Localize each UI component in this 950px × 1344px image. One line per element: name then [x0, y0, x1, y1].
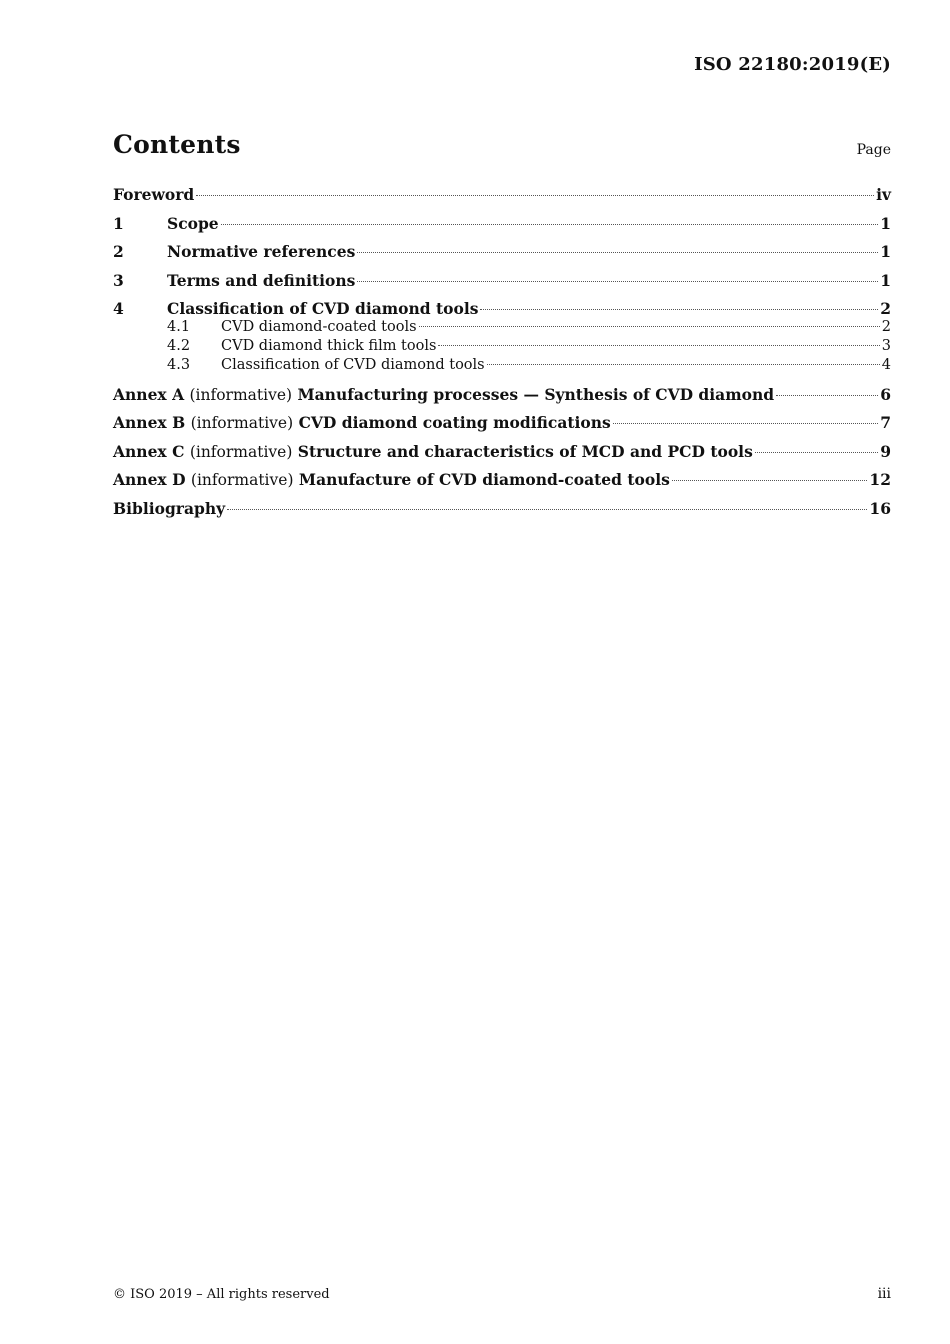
toc-entry-number: 1: [113, 213, 124, 233]
toc-entry-foreword[interactable]: [113, 185, 891, 204]
toc-entry-page: 16: [869, 498, 891, 518]
annex-title: Structure and characteristics of MCD and PCD tools: [297, 441, 753, 461]
toc-entry-title: Classification of CVD diamond tools: [167, 299, 479, 318]
toc-entry-page: iv: [876, 185, 891, 204]
contents-title: Contents: [113, 130, 241, 159]
toc-entry-terms-and-definitions[interactable]: [113, 271, 891, 290]
toc-entry-scope[interactable]: [113, 214, 891, 233]
toc-entry-bibliography[interactable]: [113, 499, 891, 518]
toc-entry-title: [113, 413, 611, 433]
dot-leader: [776, 395, 878, 396]
dot-leader: [480, 309, 878, 310]
dot-leader: [196, 195, 874, 196]
annex-qualifier: (informative): [190, 414, 294, 432]
toc-entry-page: 3: [881, 338, 891, 354]
dot-leader: [221, 224, 879, 225]
toc-entry-number: 4.3: [167, 357, 191, 373]
toc-entry-title: [113, 385, 774, 405]
toc-entry-page: 6: [880, 384, 891, 404]
dot-leader: [755, 452, 878, 453]
footer-copyright: © ISO 2019 – All rights reserved: [113, 1287, 330, 1302]
footer-page-number: iii: [877, 1286, 891, 1302]
toc-entry-annex-a[interactable]: [113, 385, 891, 404]
annex-title: Manufacture of CVD diamond-coated tools: [298, 470, 670, 489]
toc-entry-title: Terms and definitions: [167, 270, 356, 290]
toc-entry-title: [113, 470, 670, 490]
toc-entry-page: 9: [880, 441, 891, 461]
annex-label: Annex D: [113, 470, 186, 489]
dot-leader: [419, 326, 880, 327]
dot-leader: [357, 281, 878, 282]
document-identifier: ISO 22180:2019(E): [694, 54, 891, 75]
toc-subentry-4-1[interactable]: [113, 318, 891, 337]
toc-entry-page: 2: [880, 299, 891, 318]
annex-label: Annex A: [113, 384, 185, 404]
toc-entry-page: 1: [880, 270, 891, 290]
toc-entry-title: Bibliography: [113, 498, 226, 518]
contents-header: [113, 130, 891, 166]
annex-label: Annex C: [113, 441, 185, 461]
annex-qualifier: (informative): [189, 442, 293, 461]
toc-entry-number: 3: [113, 270, 124, 290]
toc-entry-number: 4: [113, 299, 124, 318]
toc-entry-normative-references[interactable]: [113, 242, 891, 261]
toc-entry-number: 4.1: [167, 319, 191, 335]
dot-leader: [487, 364, 880, 365]
annex-title: Manufacturing processes — Synthesis of CVD diamond: [297, 384, 775, 404]
toc-entry-page: 1: [880, 242, 891, 261]
annex-qualifier: (informative): [190, 471, 294, 489]
toc-entry-page: 12: [869, 470, 891, 489]
toc-entry-title: Scope: [167, 213, 219, 233]
toc-entry-title: [113, 442, 753, 462]
dot-leader: [227, 509, 867, 510]
toc-entry-title: Foreword: [113, 185, 195, 204]
toc-entry-annex-d[interactable]: [113, 470, 891, 489]
toc-entry-annex-c[interactable]: [113, 442, 891, 461]
table-of-contents: [113, 185, 891, 518]
toc-subentry-4-3[interactable]: [113, 356, 891, 375]
toc-entry-title: CVD diamond thick film tools: [221, 338, 437, 354]
toc-entry-title: Normative references: [167, 242, 356, 261]
toc-entry-page: 4: [881, 357, 891, 373]
toc-entry-page: 7: [880, 413, 891, 432]
dot-leader: [438, 345, 879, 346]
toc-entry-page: 1: [880, 213, 891, 233]
toc-entry-title: CVD diamond-coated tools: [221, 319, 417, 335]
dot-leader: [672, 480, 868, 481]
toc-entry-number: 4.2: [167, 338, 191, 354]
dot-leader: [613, 423, 878, 424]
toc-entry-classification[interactable]: [113, 299, 891, 318]
toc-entry-title: Classification of CVD diamond tools: [221, 357, 485, 373]
toc-entry-number: 2: [113, 242, 124, 261]
toc-entry-page: 2: [881, 319, 891, 335]
page-column-label: Page: [856, 142, 891, 158]
dot-leader: [357, 252, 878, 253]
annex-title: CVD diamond coating modifications: [298, 413, 611, 432]
annex-qualifier: (informative): [189, 385, 293, 404]
toc-entry-annex-b[interactable]: [113, 413, 891, 432]
annex-label: Annex B: [113, 413, 186, 432]
toc-subentry-4-2[interactable]: [113, 337, 891, 356]
